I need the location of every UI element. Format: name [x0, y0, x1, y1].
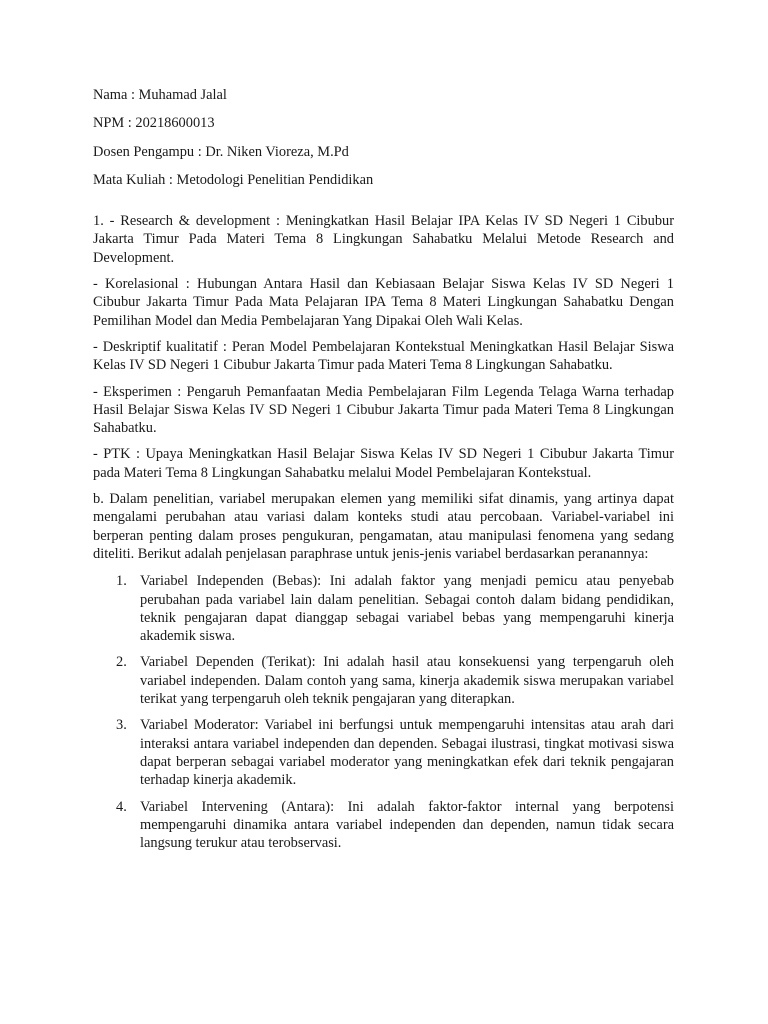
section-b-variables [93, 490, 674, 852]
paragraph-research-development: 1. - Research & development : Meningkatkan Hasil Belajar IPA Kelas IV SD Negeri 1 Cibubur Jakarta Timur Pada Materi Tema 8 Lingkungan Sahabatku Melalui Metode Research and Development. [93, 213, 674, 266]
student-npm: NPM : 20218600013 [93, 115, 215, 132]
student-info [93, 86, 674, 189]
paragraph-ptk: - PTK : Upaya Meningkatkan Hasil Belajar Siswa Kelas IV SD Negeri 1 Cibubur Jakarta Timur pada Materi Tema 8 Lingkungan Sahabatku melalui Model Pembelajaran Kontekstual. [93, 446, 674, 481]
lecturer: Dosen Pengampu : Dr. Niken Vioreza, M.Pd [93, 143, 349, 160]
student-name: Nama : Muhamad Jalal [93, 87, 227, 103]
list-item-text: Variabel Moderator: Variabel ini berfungsi untuk mempengaruhi intensitas atau arah dari interaksi antara variabel independen dan dependen. Sebagai ilustrasi, tingkat motivasi siswa dapat berperan sebagai variabel moderator yang meningkatkan efek dari teknik pengajaran terhadap kinerja akademik. [140, 717, 674, 789]
paragraph-deskriptif-kualitatif: - Deskriptif kualitatif : Peran Model Pembelajaran Kontekstual Meningkatkan Hasil Belajar Siswa Kelas IV SD Negeri 1 Cibubur Jakarta Timur pada Materi Tema 8 Lingkungan Sahabatku. [93, 338, 674, 374]
variable-list [93, 572, 674, 852]
list-item [93, 798, 674, 853]
section-a-research-types [93, 212, 674, 482]
paragraph-variable-intro: b. Dalam penelitian, variabel merupakan elemen yang memiliki sifat dinamis, yang artinya dapat mengalami perubahan atau variasi dalam konteks studi atau percobaan. Variabel-variabel ini berperan penting dalam proses pengukuran, pengamatan, atau manipulasi fenomena yang sedang diteliti. Berikut adalah penjelasan paraphrase untuk jenis-jenis variabel berdasarkan peranannya: [93, 491, 674, 562]
list-item [93, 653, 674, 708]
list-item-text: Variabel Dependen (Terikat): Ini adalah hasil atau konsekuensi yang terpengaruh oleh variabel independen. Dalam contoh yang sama, kinerja akademik siswa merupakan variabel terikat yang terpengaruh oleh teknik pengajaran yang diterapkan. [140, 654, 674, 708]
list-number: 4. [116, 798, 127, 815]
paragraph-korelasional: - Korelasional : Hubungan Antara Hasil dan Kebiasaan Belajar Siswa Kelas IV SD Negeri 1 Cibubur Jakarta Timur Pada Mata Pelajaran IPA Tema 8 Materi Lingkungan Sahabatku Dengan Pemilihan Model dan Media Pembelajaran Yang Dipakai Oleh Wali Kelas. [93, 276, 674, 329]
list-item [93, 716, 674, 789]
list-number: 1. [116, 573, 127, 590]
list-number: 3. [116, 717, 127, 734]
list-item-text: Variabel Independen (Bebas): Ini adalah faktor yang menjadi pemicu atau penyebab perubahan pada variabel lain dalam penelitian. Sebagai contoh dalam bidang pendidikan, teknik pengajaran dapat dianggap sebagai variabel bebas yang mempengaruhi kinerja akademik siswa. [140, 573, 674, 645]
list-item-text: Variabel Intervening (Antara): Ini adalah faktor-faktor internal yang berpotensi mempengaruhi dinamika antara variabel independen dan dependen, namun tidak secara langsung terukur atau terobservasi. [140, 798, 674, 852]
course-name: Mata Kuliah : Metodologi Penelitian Pendidikan [93, 171, 374, 188]
document-content [93, 86, 674, 860]
list-item [93, 572, 674, 645]
paragraph-eksperimen: - Eksperimen : Pengaruh Pemanfaatan Media Pembelajaran Film Legenda Telaga Warna terhadap Hasil Belajar Siswa Kelas IV SD Negeri 1 Cibubur Jakarta Timur pada Materi Tema 8 Lingkungan Sahabatku. [93, 383, 674, 437]
list-number: 2. [116, 654, 127, 671]
